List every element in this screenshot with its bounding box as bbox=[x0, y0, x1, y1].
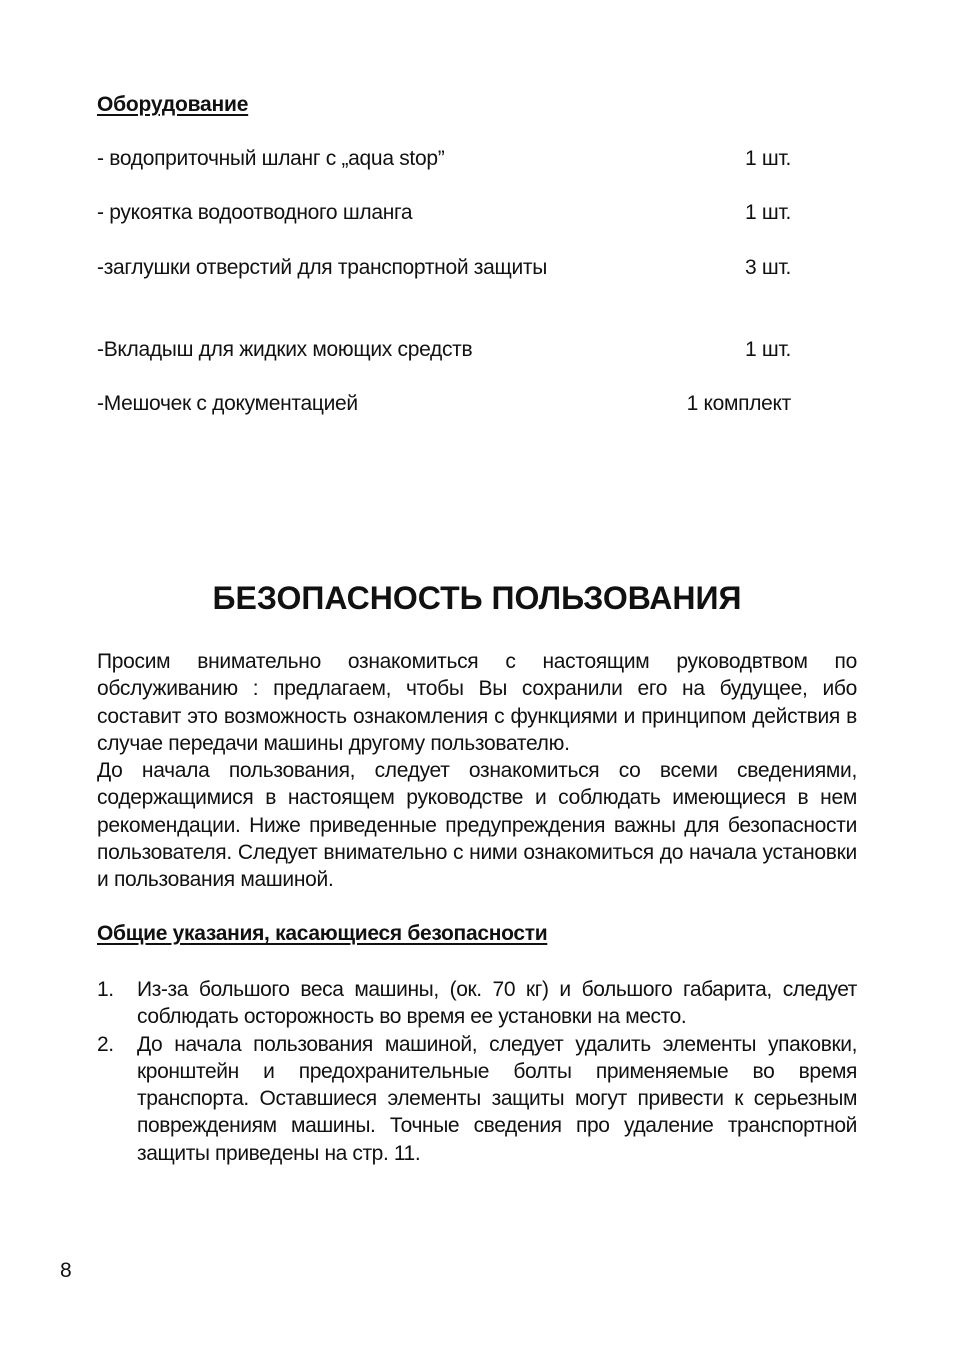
safety-intro bbox=[97, 648, 857, 894]
paragraph: Просим внимательно ознакомиться с настоящим руководвтвом по обслуживанию : предлагаем, чтобы Вы сохранили его на будущее, ибо составит это возможность ознакомления с функциями и принципом действия в случае передачи машины другому пользователю. bbox=[97, 650, 857, 755]
general-safety-heading: Общие указания, касающиеся безопасности bbox=[97, 922, 548, 945]
equipment-item bbox=[97, 201, 791, 229]
list-item-number: 1. bbox=[97, 978, 114, 1001]
equipment-heading: Оборудование bbox=[97, 93, 249, 116]
equipment-item-name: - рукоятка водоотводного шланга bbox=[97, 201, 413, 224]
equipment-item bbox=[97, 338, 791, 366]
equipment-item bbox=[97, 147, 791, 175]
list-item-number: 2. bbox=[97, 1032, 114, 1056]
equipment-item bbox=[97, 256, 791, 284]
equipment-item-name: -Мешочек с документацией bbox=[97, 392, 358, 415]
equipment-item-qty: 1 комплект bbox=[686, 392, 791, 415]
safety-title: БЕЗОПАСНОСТЬ ПОЛЬЗОВАНИЯ bbox=[212, 580, 742, 616]
equipment-item-qty: 1 шт. bbox=[745, 147, 791, 170]
safety-numbered-list bbox=[97, 976, 857, 1167]
list-item-text: Из-за большого веса машины, (ок. 70 кг) и большого габарита, следует соблюдать осторожность во время ее установки на место. bbox=[137, 978, 857, 1029]
paragraph: До начала пользования, следует ознакомиться со всеми сведениями, содержащимися в настоящем руководстве и соблюдать имеющиеся в нем рекомендации. Ниже приведенные предупреждения важны для безопасности пользователя. Следует внимательно с ними ознакомиться до начала установки и пользования машиной. bbox=[97, 759, 857, 892]
equipment-item-qty: 1 шт. bbox=[745, 338, 791, 361]
list-item bbox=[97, 1031, 857, 1167]
list-item bbox=[97, 976, 857, 1031]
equipment-item bbox=[97, 392, 791, 420]
equipment-item-qty: 3 шт. bbox=[745, 256, 791, 279]
equipment-item-name: - водоприточный шланг с „aqua stop” bbox=[97, 147, 445, 170]
list-item-text: До начала пользования машиной, следует удалить элементы упаковки, кронштейн и предохранительные болты применяемые во время транспорта. Оставшиеся элементы защиты могут привести к серьезным повреждениям машины. Точные сведения про удаление транспортной защиты приведены на стр. 11. bbox=[137, 1032, 857, 1165]
equipment-item-qty: 1 шт. bbox=[745, 201, 791, 224]
equipment-item-name: -Вкладыш для жидких моющих средств bbox=[97, 338, 473, 361]
equipment-item-name: -заглушки отверстий для транспортной защиты bbox=[97, 256, 548, 279]
page-number: 8 bbox=[60, 1259, 72, 1282]
